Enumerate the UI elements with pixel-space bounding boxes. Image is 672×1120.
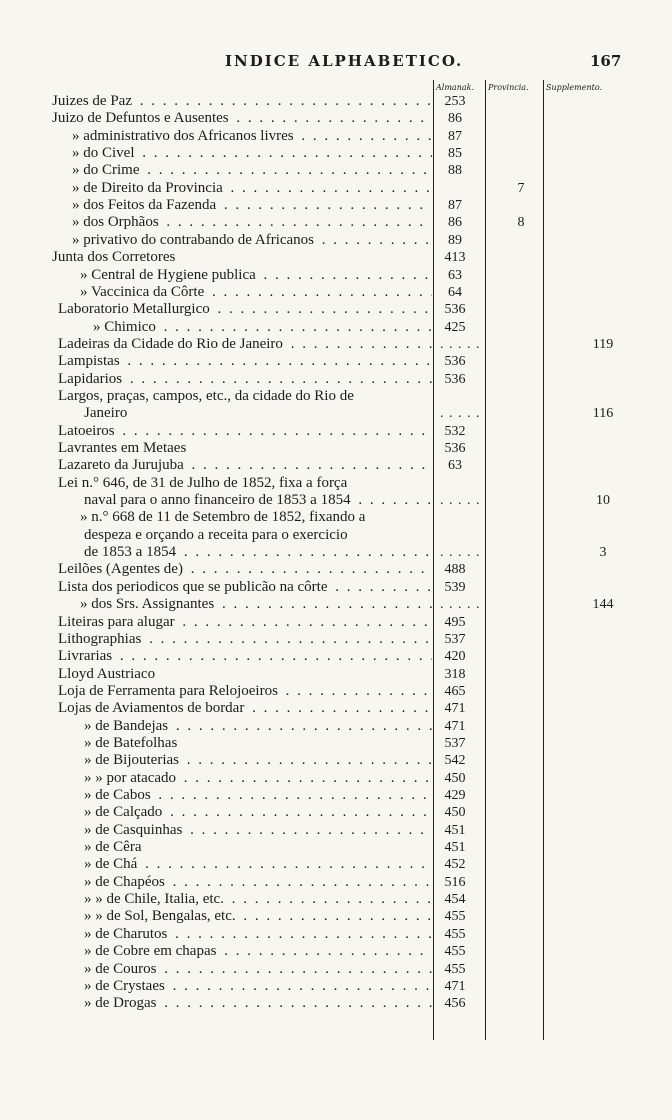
entry-page-almanak: 455 [444, 909, 466, 925]
entry-page-supplemento: 3 [599, 545, 607, 561]
entry-label: » » de Sol, Bengalas, etc. . . . [84, 908, 432, 925]
entry-page-almanak: 471 [444, 718, 466, 734]
entry-label: Livrarias . . . [58, 648, 432, 665]
entry-page-almanak: 488 [444, 562, 466, 578]
entry-label: » de Chá . . . [84, 856, 432, 873]
index-entry [0, 770, 672, 787]
entry-page-provincia: 7 [517, 180, 525, 196]
index-entry [0, 527, 672, 544]
index-entry [0, 579, 672, 596]
index-entry [0, 544, 672, 561]
index-entry [0, 388, 672, 405]
entry-label: » privativo do contrabando de Africanos . . . [72, 232, 432, 249]
index-entry [0, 353, 672, 370]
entry-page-almanak: 86 [448, 111, 462, 127]
index-entry [0, 405, 672, 422]
column-header-almanak: Almanak. [436, 83, 475, 92]
entry-page-almanak: 85 [448, 146, 462, 162]
entry-label: » do Crime . . . [72, 162, 432, 179]
entry-label: » de Drogas . . . [84, 995, 432, 1012]
entry-label: Lei n.° 646, de 31 de Julho de 1852, fixa a força [58, 474, 348, 491]
index-entry [0, 943, 672, 960]
entry-label: Lista dos periodicos que se publicão na côrte . . . [58, 579, 432, 596]
entry-label: Lampistas . . . [58, 353, 432, 370]
entry-page-supplemento: 116 [592, 406, 614, 422]
entry-label: » de Cêra [84, 839, 142, 856]
index-entry [0, 666, 672, 683]
entry-label: de 1853 a 1854 . . . [84, 544, 432, 561]
entry-page-supplemento: 119 [592, 336, 614, 352]
entry-page-almanak: 253 [444, 94, 466, 109]
entry-page-almanak: 532 [444, 423, 466, 439]
entry-page-almanak: 450 [444, 805, 466, 821]
entry-page-almanak: 536 [444, 371, 466, 387]
index-entry [0, 648, 672, 665]
index-entry [0, 162, 672, 179]
index-entry [0, 631, 672, 648]
entry-page-almanak: 455 [444, 961, 466, 977]
index-entry [0, 961, 672, 978]
index-entry [0, 301, 672, 318]
entry-page-almanak: 536 [444, 354, 466, 370]
entry-label: » de Couros . . . [84, 961, 432, 978]
index-entry [0, 735, 672, 752]
entry-label: Largos, praças, campos, etc., da cidade do Rio de [58, 387, 354, 404]
entry-page-almanak: 537 [444, 631, 466, 647]
entry-label: Janeiro [84, 405, 128, 422]
entry-label: » de Calçado . . . [84, 804, 432, 821]
index-entry [0, 614, 672, 631]
entry-label: Lapidarios . . . [58, 371, 432, 388]
entry-page-almanak: 86 [448, 215, 462, 231]
entry-label: Lloyd Austriaco [58, 665, 156, 682]
index-entry [0, 110, 672, 127]
entry-page-almanak: 465 [444, 683, 466, 699]
entry-page-almanak: 451 [444, 840, 466, 856]
entry-label: » de Bandejas . . . [84, 718, 432, 735]
entry-label: » dos Feitos da Fazenda . . . [72, 197, 432, 214]
index-entry [0, 457, 672, 474]
entry-page-almanak: 64 [448, 284, 462, 300]
entry-page-almanak: 63 [448, 458, 462, 474]
column-header-provincia: Provincia. [488, 83, 529, 92]
entry-label: Lazareto da Jurujuba . . . [58, 457, 432, 474]
index-entry [0, 509, 672, 526]
column-leader-dots: . . . . . [440, 545, 481, 561]
entry-page-almanak: 429 [444, 788, 466, 803]
entry-label: » Central de Hygiene publica . . . [80, 267, 432, 284]
index-entry [0, 197, 672, 214]
entry-page-almanak: 455 [444, 944, 466, 960]
index-entry [0, 718, 672, 735]
entry-label: Lojas de Aviamentos de bordar . . . [58, 700, 432, 717]
index-entry [0, 804, 672, 821]
column-leader-dots: . . . . . [440, 336, 481, 352]
entry-label: naval para o anno financeiro de 1853 a 1854 . . . [84, 492, 432, 509]
entry-page-almanak: 536 [444, 441, 466, 456]
column-leader-dots: . . . . . [440, 597, 481, 613]
index-entry [0, 926, 672, 943]
entry-page-almanak: 88 [448, 163, 462, 179]
entry-page-almanak: 471 [444, 701, 466, 717]
entry-label: despeza e orçando a receita para o exercicio [84, 526, 348, 543]
entry-label: » de Casquinhas . . . [84, 822, 432, 839]
entry-page-almanak: 425 [444, 319, 466, 335]
entry-label: » dos Srs. Assignantes . . . [80, 596, 432, 613]
entry-label: Leilões (Agentes de) . . . [58, 561, 432, 578]
entry-label: » de Batefolhas [84, 734, 178, 751]
entry-label: » n.° 668 de 11 de Setembro de 1852, fixando a [80, 509, 366, 526]
entry-label: » de Cobre em chapas . . . [84, 943, 432, 960]
entry-label: Lithographias . . . [58, 631, 432, 648]
entry-page-almanak: 451 [444, 822, 466, 838]
entry-page-almanak: 456 [444, 996, 466, 1012]
index-entry [0, 978, 672, 995]
entry-label: Juizo de Defuntos e Ausentes . . . [52, 110, 432, 127]
entry-label: » administrativo dos Africanos livres . . . [72, 128, 432, 145]
entry-label: Junta dos Corretores [52, 249, 176, 266]
entry-label: Loja de Ferramenta para Relojoeiros . . . [58, 683, 432, 700]
entry-page-almanak: 87 [448, 198, 462, 214]
entry-page-provincia: 8 [517, 215, 525, 231]
index-entry [0, 995, 672, 1012]
index-entry [0, 856, 672, 873]
index-entry [0, 683, 672, 700]
entry-page-almanak: 471 [444, 978, 466, 994]
entry-label: » Chimico . . . [93, 319, 432, 336]
entry-page-almanak: 318 [444, 666, 466, 682]
index-entry [0, 822, 672, 839]
index-entry [0, 319, 672, 336]
page-number: 167 [590, 52, 622, 70]
entry-label: » de Charutos . . . [84, 926, 432, 943]
entry-label: Lavrantes em Metaes [58, 440, 187, 456]
entry-label: » de Cabos . . . [84, 787, 432, 804]
entry-page-almanak: 420 [444, 649, 466, 665]
index-entry [0, 214, 672, 231]
index-entry [0, 752, 672, 769]
index-entry [0, 475, 672, 492]
index-entry [0, 284, 672, 301]
entry-page-almanak: 87 [448, 128, 462, 144]
entry-label: » do Civel . . . [72, 145, 432, 162]
index-entry [0, 93, 672, 110]
index-entry [0, 232, 672, 249]
index-entry [0, 371, 672, 388]
entry-label: » Vaccinica da Côrte . . . [80, 284, 432, 301]
index-entry [0, 700, 672, 717]
entry-label: Ladeiras da Cidade do Rio de Janeiro . . . [58, 336, 432, 353]
index-entry [0, 492, 672, 509]
entry-page-almanak: 63 [448, 267, 462, 283]
index-entry [0, 267, 672, 284]
index-entry [0, 336, 672, 353]
index-entry [0, 249, 672, 266]
entry-label: Latoeiros . . . [58, 423, 432, 440]
entry-page-almanak: 539 [444, 579, 466, 595]
index-entry [0, 908, 672, 925]
column-leader-dots: . . . . . [440, 493, 481, 509]
page-title: INDICE ALPHABETICO. [225, 52, 464, 70]
entry-page-almanak: 516 [444, 874, 466, 890]
entry-page-almanak: 454 [444, 892, 466, 908]
index-entry [0, 891, 672, 908]
entry-page-almanak: 542 [444, 753, 466, 769]
entry-label: Juizes de Paz . . . [52, 93, 432, 110]
entry-page-almanak: 537 [444, 735, 466, 751]
entry-label: » de Bijouterias . . . [84, 752, 432, 769]
column-header-supplemento: Supplemento. [546, 83, 603, 92]
entry-label: » » por atacado . . . [84, 770, 432, 787]
entry-label: » » de Chile, Italia, etc. . . . [84, 891, 432, 908]
index-entry [0, 839, 672, 856]
index-entry [0, 440, 672, 457]
entry-page-almanak: 495 [444, 614, 466, 630]
index-entry [0, 561, 672, 578]
index-entry [0, 596, 672, 613]
entry-label: Laboratorio Metallurgico . . . [58, 301, 432, 318]
entry-page-almanak: 455 [444, 926, 466, 942]
entry-label: » de Direito da Provincia . . . [72, 180, 432, 197]
entry-page-almanak: 89 [448, 232, 462, 248]
entry-label: » de Chapéos . . . [84, 874, 432, 891]
entry-page-almanak: 450 [444, 770, 466, 786]
index-entry [0, 180, 672, 197]
index-entry [0, 787, 672, 804]
index-entry [0, 423, 672, 440]
entry-page-supplemento: 10 [596, 493, 610, 509]
entry-label: » de Crystaes . . . [84, 978, 432, 995]
index-entry [0, 145, 672, 162]
column-leader-dots: . . . . . [440, 406, 481, 422]
entry-page-almanak: 536 [444, 302, 466, 318]
entry-page-almanak: 413 [444, 250, 466, 266]
entry-page-almanak: 452 [444, 857, 466, 873]
index-entry [0, 128, 672, 145]
index-entry [0, 874, 672, 891]
entry-label: Liteiras para alugar . . . [58, 614, 432, 631]
entry-page-supplemento: 144 [592, 597, 614, 613]
entry-label: » dos Orphãos . . . [72, 214, 432, 231]
